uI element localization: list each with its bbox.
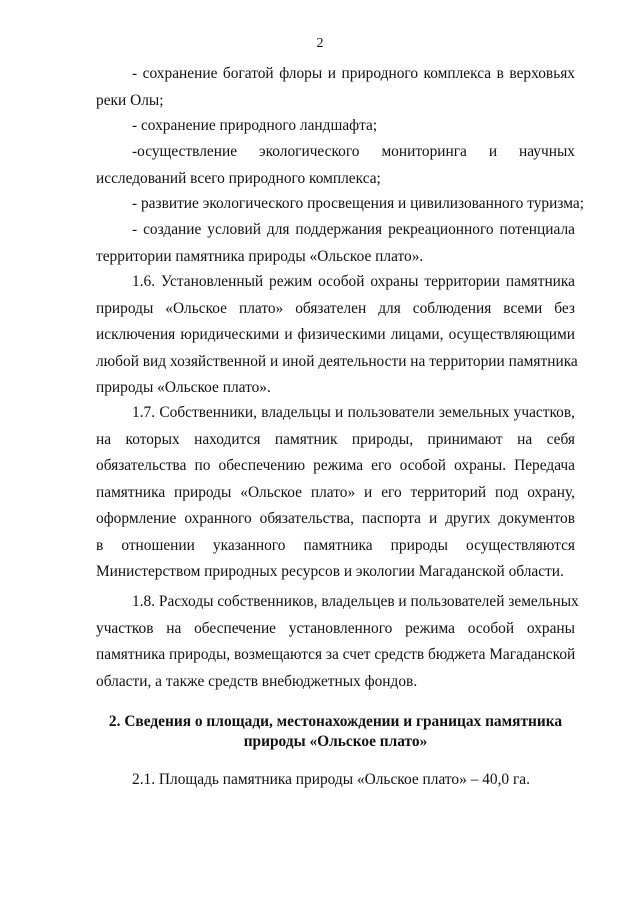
text-line: Министерством природных ресурсов и экологии Магаданской области.	[96, 563, 564, 580]
text-line: памятника природы, возмещаются за счет средств бюджета Магаданской	[96, 646, 576, 663]
text-line: области, а также средств внебюджетных фондов.	[96, 672, 418, 690]
text-line: 1.6. Установленный режим особой охраны территории памятника	[132, 273, 575, 290]
text-line: на которых находится памятник природы, принимают на себя	[96, 430, 575, 448]
text-line: -осуществление экологического мониторинга и научных	[132, 143, 575, 160]
heading-line: природы «Ольское плато»	[243, 733, 428, 750]
heading-line: 2. Сведения о площади, местонахождении и границах памятника	[108, 713, 563, 730]
text-line: оформление охранного обязательства, паспорта и других документов	[96, 510, 575, 527]
text-line: исключения юридическими и физическими лицами, осуществляющими	[96, 326, 575, 343]
paragraph-1-6	[96, 269, 578, 402]
text-line: в отношении указанного памятника природы осуществляются	[96, 536, 575, 554]
text-line: 1.7. Собственники, владельцы и пользователи земельных участков,	[132, 404, 575, 421]
text-line: природы «Ольское плато» обязателен для соблюдения всеми без	[96, 299, 575, 317]
text-line: 2.1. Площадь памятника природы «Ольское плато» – 40,0 га.	[132, 771, 530, 788]
paragraph-landscape	[96, 113, 575, 140]
text-line: - сохранение богатой флоры и природного комплекса в верховьях	[132, 65, 575, 82]
section-heading	[96, 712, 575, 752]
paragraph-flora	[96, 61, 575, 114]
text-line: памятника природы «Ольское плато» и его территорий под охрану,	[96, 483, 575, 501]
text-line: исследований всего природного комплекса;	[96, 169, 381, 187]
text-line: 1.8. Расходы собственников, владельцев и пользователей земельных	[132, 593, 579, 610]
paragraph-monitoring	[96, 139, 575, 192]
text-line: - сохранение природного ландшафта;	[132, 117, 378, 134]
paragraph-2-1	[96, 767, 575, 794]
text-line: обязательства по обеспечению режима его особой охраны. Передача	[96, 457, 575, 474]
paragraph-1-7	[96, 400, 575, 586]
text-line: реки Олы;	[96, 91, 164, 109]
text-line: - развитие экологического просвещения и цивилизованного туризма;	[132, 195, 584, 212]
paragraph-recreation	[96, 217, 575, 270]
paragraph-1-8	[96, 589, 579, 695]
text-line: природы «Ольское плато».	[96, 379, 271, 396]
text-line: любой вид хозяйственной и иной деятельности на территории памятника	[96, 352, 578, 370]
paragraph-tourism	[96, 191, 584, 218]
text-line: участков на обеспечение установленного режима особой охраны	[96, 619, 575, 637]
text-line: - создание условий для поддержания рекреационного потенциала	[132, 221, 575, 238]
page-number: 2	[316, 36, 324, 51]
text-line: территории памятника природы «Ольское плато».	[96, 247, 424, 265]
